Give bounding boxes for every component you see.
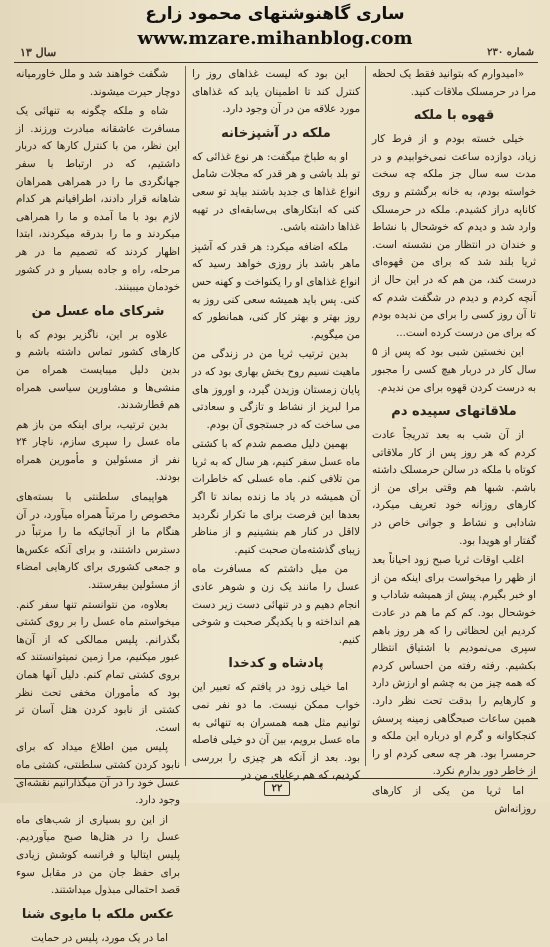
section-heading: شرکای ماه عسل من (31, 303, 165, 319)
paragraph: ملکه اضافه میکرد: هر قدر که آشپز ماهر باشد باز روزی خواهد رسید که انواع غذاهای او را یکنواخت و کهنه حس کنی. پس باید همیشه سعی کنی روز به روز بهتر و بهتر کار کنی، همانطور که من میگویم. (192, 240, 360, 341)
section-heading: ملاقاتهای سپیده دم (391, 404, 517, 420)
column-right (372, 66, 536, 815)
paragraph: بدین ترتیب، برای اینکه من باز هم ماه عسل را سپری سازم، ناچار ۲۴ نفر از مسئولین و مأمورین همراه بودند. (16, 418, 180, 484)
section-heading: پادشاه و کدخدا (228, 656, 324, 672)
page-header (14, 42, 538, 63)
paragraph: علاوه بر این، ناگزیر بودم که با کارهای کشور تماس داشته باشم و بدین دلیل میبایست همراه من منشی‌ها و مشاورین سیاسی همراه هم قطارشدند. (16, 328, 180, 412)
page-footer (14, 778, 538, 797)
issue-number: شماره ۲۳۰ (487, 47, 534, 58)
paragraph: از آن شب به بعد تدریجاً عادت کردم که هر روز پس از کار ملاقاتی کوتاه با ملکه در سالن حرمسلک داشته باشم. شبها هم وقتی برای من از کارهای روزانه خود تعریف میکرد، شادابی و نشاط و جوانی خاص در گفتار او هویدا بود. (372, 429, 536, 547)
year-label: سال ۱۳ (20, 46, 57, 59)
paragraph: شگفت خواهند شد و ملل خاورمیانه دوچار حیرت میشوند. (16, 68, 180, 98)
paragraph: «امیدوارم که بتوانید فقط یک لحظه مرا در حرمسلک ملاقات کنید. (372, 68, 536, 98)
column-divider (185, 66, 186, 766)
blog-watermark-title: ساری گاهنوشتهای محمود زارع (145, 4, 405, 24)
column-middle (192, 66, 360, 782)
paragraph: بعلاوه، من نتوانستم تنها سفر کنم. میخواستم ماه عسل را بر روی کشتی بگذرانم. پلیس ممالکی که از آن‌ها عبور میکنیم، مرا زمین نمیتوانستند که بروی کشتی تمام کنم. دلیل آنها همان بود که مأموران مخفی تحت نظر کشتی از نابود کردن هتل آسان تر است. (16, 598, 180, 734)
column-left (16, 66, 180, 944)
paragraph: پلیس مین اطلاع میداد که برای نابود کردن کشتی سلطنتی، کشتی ماه عسل خود را در آن میگذارانیم نقشه‌ای وجود دارد. (16, 741, 180, 807)
paragraph: اما خیلی زود در یافتم که تعبیر این خواب ممکن نیست. ما دو نفر نمی توانیم مثل همه همسران به تنهائی به ماه عسل برویم، بین آن دو خیلی فاصله بود. بعد از آنکه هر چیزی را بررسی کردیم، که هم رعایای من در (192, 681, 360, 782)
paragraph: خیلی خسته بودم و از فرط کار زیاد، دوازده ساعت نمی‌خوابیدم و در مدت سه سال جز ملکه چه سخت خواسته بودم، به خانه برگشتم و روی کاناپه دراز کشیدم. ملکه در حرمسلک وارد شد و دیدم که خوشحال با نشاط و خندان در انتظار من نشسته است. ثریا بلند شد که برای من قهوه‌ای درست کند، من هم که در این حال از آنچه کردم و دیدم در شگفت شدم که تا آن روز کسی را برای من ندیده بودم که برای من درست کرده است... (372, 133, 536, 339)
column-divider (365, 66, 366, 766)
paragraph: هواپیمای سلطنتی با بسته‌های مخصوص را مرتباً همراه میآورد، در آن هنگام ما از آنجائیکه ما را مرتباً در دسترس داشتند، و برای آنکه عکس‌ها و جمعی کشوری برای کارهایی امضاء از مسئولین بیفرستند. (16, 491, 180, 592)
section-heading: عکس ملکه با مایوی شنا (21, 906, 175, 922)
page-number: ۲۲ (264, 781, 290, 796)
paragraph: بهمین دلیل مصمم شدم که با کشتی ماه عسل سفر کنیم، هر سال که به ثریا من تلافی کنم. ماه عسلی که خاطرات آن همیشه در یاد ما زنده بماند تا اگر بعدها این فرصت برای ما تکرار نگردید لااقل در کنار هم بنشینیم و از مناظر زیبای گذشته‌مان صحبت کنیم. (192, 438, 360, 556)
paragraph: او به طباخ میگفت: هر نوع غذائی که تو بلد باشی و هر قدر که مجلات شامل انواع غذاها ی جدید باشند بیاید تو سعی کنی که ابتکارهای بی‌سابقه‌ای در تهیه غذاها داشته باشی. (192, 150, 360, 234)
paragraph: شاه و ملکه چگونه به تنهائی یک مسافرت عاشقانه مبادرت ورزند. از این نظر، من با کنترل کارها که دربار داشتیم، که در ارتباط با سفر جهانگردی ما را در همراهی همراهان شاهانه قرار دادند، اطرافیانم هر کدام لازم بود با ما آمده و ما را همراهی میکردند و ما را بدرقه میکردند، ابتدا اظهار کردند که تصمیم ما در هر مرحله، راه و جاده بسیار و در کشور خودمان میبینند. (16, 105, 180, 294)
paragraph: از این رو بسیاری از شب‌های ماه عسل را در هتل‌ها صبح میآوردیم. پلیس ایتالیا و فرانسه کوشش زیادی برای حفظ جان من در مقابل سوء قصد احتمالی مبذول میداشتند. (16, 813, 180, 897)
paragraph: این بود که لیست غذاهای روز را کنترل کند تا اطمینان یابد که غذاهای مورد علاقه من در آن وجود دارد. (192, 68, 360, 116)
paragraph: بدین ترتیب ثریا من در زندگی من ماهیت نسیم روح بخش بهاری بود که در پایان زمستان وزیدن گیرد، و اوروز های مرا لبریز از نشاط و تازگی و سعادتی می ساخت که در جستجوی آن بودم. (192, 348, 360, 431)
paragraph: اما ثریا من یکی از کارهای روزانه‌اش (372, 784, 536, 815)
paragraph: این نخستین شبی بود که پس از ۵ سال کار در دربار هیچ کسی را مجبور به درست کردن قهوه برای من ندیدم. (372, 346, 536, 394)
section-heading: قهوه با ملکه (413, 108, 495, 124)
paragraph: اما در یک مورد، پلیس در حمایت (30, 931, 168, 944)
paragraph: اغلب اوقات ثریا صبح زود احیاناً بعد از ظهر را میخواست برای اینکه من از او خبر بگیرم. پیش از همیشه شاداب و خوشحال بود. کم کم ما هم در عادت کردیم این لحظاتی را که هر روز باهم سپری می‌نمودیم با اشتیاق انتظار بکشیم. رفته رفته من احساس کردم که همه چیز من به چشم او ارزش دارد و کارهایم را بدقت تحت نظر دارد. همین ساعات صبحگاهی زمینه پرسش کنجکاوانه و گرم او درباره این ملکه و حرمسرا بود. هر چه سعی کردم او را از خاطر دور بدارم نکرد. (372, 554, 536, 778)
section-heading: ملکه در آشپزخانه (221, 125, 331, 141)
paragraph: من میل داشتم که مسافرت ماه عسل را مانند یک زن و شوهر عادی انجام دهیم و در تنهائی دست زیر دست هم انداخته و با یکدیگر صحبت و شوخی کنیم. (192, 563, 360, 646)
blog-watermark-url[interactable]: www.mzare.mihanblog.com (137, 28, 413, 49)
